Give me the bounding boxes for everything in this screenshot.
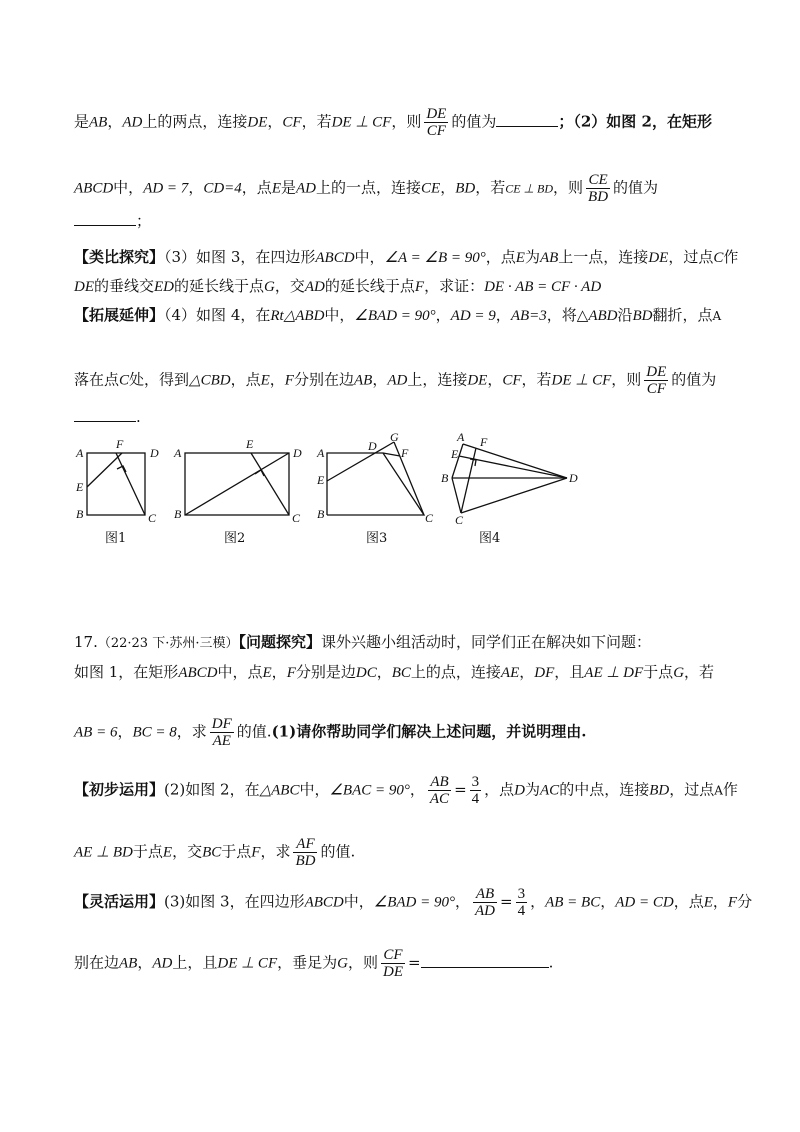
math-E: E [271,180,281,197]
text: ，若 [475,178,506,197]
text: ， [487,370,503,389]
text: (3)如图 3，在四边形 [164,892,305,911]
section-tag: 【问题探究】 [238,633,321,651]
text: 课外兴趣小组活动时，同学们正在解决如下问题： [321,633,652,651]
text: ，则 [347,953,378,972]
text: 的值. [320,842,356,861]
math-E: E [162,844,173,861]
text: = [407,953,421,972]
math-AB: AB [119,955,138,972]
math-CF: CF [282,114,302,131]
text: 翻折，点 [652,306,713,324]
fig3-line-cg [394,442,424,515]
denominator: BD [588,189,609,205]
text: 的延长线于点 [174,277,265,295]
text: 作 [722,780,738,799]
text: 如图 1，在矩形 [74,663,179,681]
text: 的延长线于点 [324,277,415,295]
fraction-ab-ac [428,774,451,807]
math: ∠BAD = 90° [354,308,436,324]
fig3-line-eg [327,442,394,481]
text: 于点 [221,842,252,861]
text: ，且 [554,663,585,681]
text: ， [440,178,456,197]
q17-line-2 [74,662,714,683]
math: AB = 6 [74,724,118,741]
text: 的值. [236,722,272,741]
math: DE · AB = CF · AD [484,279,602,295]
math-perp: DE ⊥ CF [331,114,392,131]
numerator: AB [473,886,497,903]
denominator: CF [426,123,446,139]
fig3-quadrilateral [327,453,424,515]
text: ，则 [391,112,422,131]
figure-2 [185,453,289,515]
q17-line-5 [74,836,355,869]
math: ∠A = ∠B = 90° [384,250,486,266]
math-AD: AD [387,372,408,389]
math: △CBD [189,372,231,389]
text: ， [107,112,123,131]
text: 上，连接 [407,370,468,389]
text: 于点 [132,842,163,861]
math-DE: DE [74,279,94,295]
text: ， [455,892,471,911]
text: ，则 [553,178,584,197]
fraction-af-bd [293,836,317,869]
math-F: F [727,894,738,911]
math: ∠BAC = 90° [329,782,410,799]
q17-line-4 [74,774,738,807]
denominator: 4 [471,791,480,807]
label-B: B [317,507,325,521]
text: 是 [74,112,90,131]
text: = [454,780,467,799]
text: 上的一点，连接 [316,178,422,197]
math-F: F [414,279,425,295]
text: ， [712,892,728,911]
label-E: E [317,473,325,487]
figure-4 [452,444,567,513]
math-E: E [703,894,713,911]
label-C: C [148,511,157,525]
text: 的垂线交 [94,277,155,295]
text: ， [435,306,451,324]
text: ；（2）如图 2，在矩形 [558,112,712,131]
q17-line-3 [74,716,586,749]
text: ， [495,306,511,324]
label-E: E [451,447,459,461]
text: ，交 [172,842,203,861]
fraction-ab-ad [473,886,497,919]
text: 是 [280,178,296,197]
math-AD: AD [152,955,173,972]
label-D: D [293,446,302,460]
numerator: CF [381,947,405,964]
math-E: E [515,250,525,266]
text: 上一点，连接 [558,248,649,266]
math-DE: DE [247,114,268,131]
text: ，若 [301,112,332,131]
text: ，若 [521,370,552,389]
math-perp: DE ⊥ CF [551,372,612,389]
text: 上，且 [172,953,218,972]
math-perp: DE ⊥ CF [217,955,278,972]
math-AD: AD [304,279,325,295]
figure-1 [87,453,145,515]
fig1-rectangle [87,453,145,515]
fraction-3-4 [470,774,482,807]
text: 于点 [643,663,674,681]
text: ，求证： [424,277,485,295]
math-BD: BD [649,782,670,799]
text: . [548,953,554,972]
text: ， [269,370,285,389]
text: 别在边 [74,953,120,972]
math-BD: BD [455,180,476,197]
text: 分别是边 [295,663,356,681]
text: ，过点 [668,248,714,266]
math: Rt△ABD [270,308,325,324]
math: AB = BC [545,894,601,911]
math-BC: BC [202,844,222,861]
label-B: B [441,471,449,485]
text: （4）如图 4，在 [164,306,271,324]
math-ED: ED [154,279,175,295]
math: AE ⊥ BD [74,844,133,861]
text: ， [600,892,616,911]
section-tag: 【灵活运用】 [74,892,165,911]
text: 沿 [617,306,633,324]
text: ， [519,663,535,681]
math: BC = 8 [132,724,177,741]
text: 为 [524,248,540,266]
question-number: 17. [74,633,98,651]
math-A: A [712,309,722,323]
label-F: F [116,437,124,451]
text: ，过点 [669,780,715,799]
text: 中， [354,248,385,266]
fig2-line-ce [251,453,289,515]
text: (1)请你帮助同学们解决上述问题，并说明理由. [271,722,587,741]
text: 中，点 [217,663,263,681]
label-C: C [292,511,301,525]
math-CE: CE [421,180,441,197]
text: ，求 [260,842,291,861]
math: AD = 9 [450,308,496,324]
label-B: B [76,507,84,521]
text: ，点 [673,892,704,911]
fig4-line-bc [452,478,461,513]
math: CD=4 [203,180,242,197]
numerator: CE [586,172,610,189]
text: ， [137,953,153,972]
text: ，将△ [546,306,589,324]
section-tag: 【类比探究】 [74,248,165,266]
label-E: E [246,437,254,451]
text: ， [188,178,204,197]
label-A: A [76,446,84,460]
math-AB: AB [539,250,559,266]
numerator: DF [211,716,232,732]
text: ； [136,212,152,230]
text: 的中点，连接 [559,780,650,799]
text: 落在点 [74,370,120,389]
math-G: G [337,955,348,972]
fraction-df-ae [210,716,234,749]
fig1-line-ef [87,453,122,487]
math-CF: CF [502,372,522,389]
math-DC: DC [355,665,377,681]
text: ，垂足为 [277,953,338,972]
text: ，点 [241,178,272,197]
fraction-cf-de [381,947,405,980]
text: 分 [737,892,753,911]
numerator: 3 [471,774,480,790]
denominator: DE [382,964,403,980]
fig1-line-cf [116,453,145,515]
text: 中， [343,892,374,911]
text: 的值为 [613,178,659,197]
math: AB=3 [510,308,547,324]
text: ，若 [684,663,715,681]
question-source: （22·23 下·苏州·三模） [97,636,239,651]
text: （3）如图 3，在四边形 [164,248,316,266]
math-E: E [262,665,272,681]
text: 分别在边 [293,370,354,389]
label-E: E [76,480,84,494]
text: ， [271,663,287,681]
denominator: BD [295,853,316,869]
label-A: A [457,430,465,444]
label-D: D [150,446,159,460]
answer-blank[interactable] [421,953,549,968]
text: ， [376,663,392,681]
text: 的值为 [451,112,497,131]
fig4-line-cd [461,478,567,513]
math-A: A [714,783,723,798]
math-DE: DE [648,250,669,266]
fig3-line-df [383,453,400,456]
math-BC: BC [391,665,411,681]
text: 的值为 [671,370,717,389]
section-tag: 【拓展延伸】 [74,306,165,324]
math-F: F [286,665,296,681]
numerator: DE [426,106,447,122]
label-F: F [401,446,409,460]
text: ， [267,112,283,131]
math-AD: AD [122,114,143,131]
label-A: A [174,446,182,460]
label-A: A [317,446,325,460]
text: ，则 [611,370,642,389]
q17-line-7 [74,947,553,980]
math-E: E [260,372,270,389]
math-F: F [251,844,261,861]
text: (2)如图 2，在 [164,780,260,799]
text: . [136,408,141,426]
math-AB: AB [353,372,373,389]
math-F: F [284,372,294,389]
text: ，点 [230,370,261,389]
math: ∠BAD = 90° [373,894,455,911]
text: 上的两点，连接 [142,112,248,131]
figure-4-caption: 图4 [479,531,501,546]
math-AC: AC [540,782,560,799]
math: △ABC [259,782,300,799]
denominator: AD [475,903,496,919]
math-DE: DE [467,372,488,389]
figure-2-caption: 图2 [224,531,246,546]
q17-line-6 [74,886,752,919]
figure-3-caption: 图3 [366,531,388,546]
label-C: C [425,511,434,525]
denominator: AC [429,791,450,807]
label-C: C [455,513,464,527]
text: ，点 [485,248,516,266]
math-ABD: ABD [588,308,618,324]
text: 中， [113,178,144,197]
denominator: AE [212,733,231,749]
text: ，交 [274,277,305,295]
text: 为 [525,780,541,799]
math-perp: CE ⊥ BD [505,181,554,196]
math: AD = CD [615,894,674,911]
numerator: AB [428,774,451,791]
text: 中， [299,780,330,799]
math-C: C [713,250,724,266]
fraction-3-4 [516,886,528,919]
text: 作 [723,248,739,266]
q17-line-1 [74,632,651,654]
math-ABCD: ABCD [315,250,355,266]
text: 中， [324,306,355,324]
text: ，求 [176,722,207,741]
math-perp: AE ⊥ DF [584,665,644,681]
fig4-line-ad [463,444,567,478]
numerator: AF [293,836,317,853]
math: AD = 7 [143,180,189,197]
math-C: C [119,372,130,389]
math-D: D [514,782,525,799]
text: ， [372,370,388,389]
math-AD: AD [296,180,316,197]
label-D: D [569,471,578,485]
denominator: CF [646,381,666,397]
fig2-line-bd [185,453,289,515]
figure-1-caption: 图1 [105,531,127,546]
denominator: 4 [517,903,526,919]
label-G: G [390,430,399,444]
label-D: D [368,439,377,453]
math-AB: AB [89,114,108,131]
math-ABCD: ABCD [74,180,114,197]
section-tag: 【初步运用】 [74,780,165,799]
label-F: F [480,435,488,449]
text: = [500,892,513,911]
math-BD: BD [632,308,653,324]
text: 上的点，连接 [410,663,501,681]
text: ， [409,780,425,799]
label-B: B [174,507,182,521]
text: ， [530,892,546,911]
math-G: G [264,279,275,295]
math-DF: DF [534,665,555,681]
text: 处，得到 [129,370,190,389]
numerator: 3 [517,886,526,902]
text: ，点 [484,780,515,799]
math-AE: AE [500,665,520,681]
numerator: DE [646,364,667,380]
math-G: G [673,665,685,681]
math-ABCD: ABCD [304,894,344,911]
math-ABCD: ABCD [178,665,218,681]
text: ， [117,722,133,741]
